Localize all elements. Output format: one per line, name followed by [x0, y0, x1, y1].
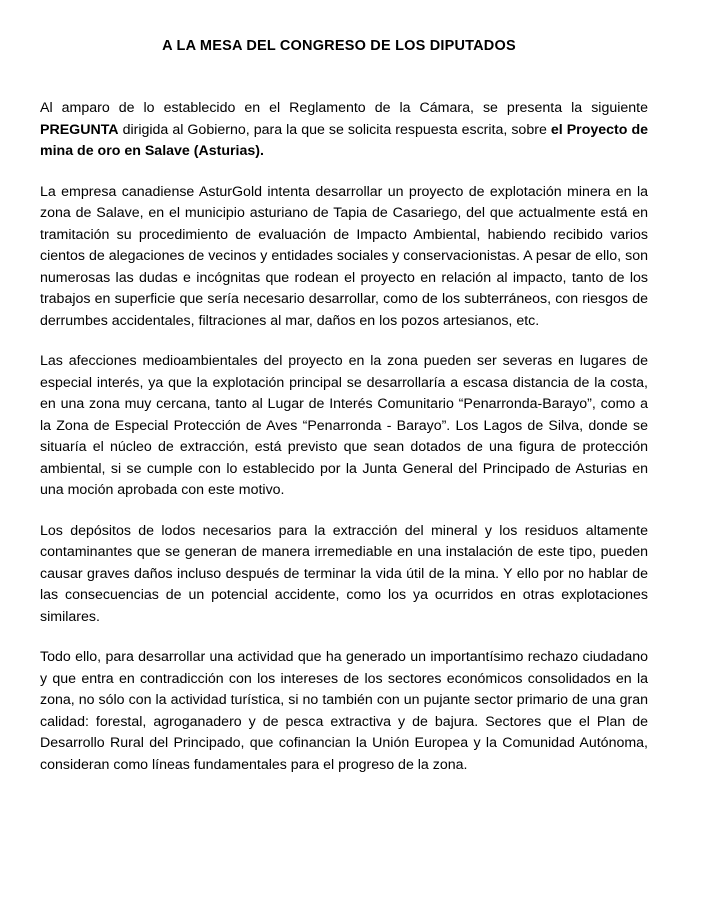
body-text: Al amparo de lo establecido en el Reglamento de la Cámara, se presenta la siguiente — [40, 100, 648, 116]
emphasis-text: el Proyecto de mina de oro en Salave (Asturias). — [40, 121, 648, 159]
body-text: Todo ello, para desarrollar una actividad que ha generado un importantísimo rechazo ciudadano y que entra en contradicción con los intereses de los sectores económicos consolidados en la zona, no sólo con la actividad turística, si no también con un pujante sector primario de una gran calidad: forestal, agroganadero y de pesca extractiva y de bajura. Sectores que el Plan de Desarrollo Rural del Principado, que cofinancian la Unión Europea y la Comunidad Autónoma, consideran como líneas fundamentales para el progreso de la zona. — [40, 649, 648, 773]
body-text: La empresa canadiense AsturGold intenta desarrollar un proyecto de explotación minera en la zona de Salave, en el municipio asturiano de Tapia de Casariego, del que actualmente está en tramitación su procedimiento de evaluación de Impacto Ambiental, habiendo recibido varios cientos de alegaciones de vecinos y entidades sociales y conservacionistas. A pesar de ello, son numerosas las dudas e incógnitas que rodean el proyecto en relación al impacto, tanto de los trabajos en superficie que sería necesario desarrollar, como de los subterráneos, con riesgos de derrumbes accidentales, filtraciones al mar, daños en los pozos artesianos, etc. — [40, 183, 648, 329]
paragraph-depositos — [40, 521, 648, 629]
body-text: dirigida al Gobierno, para la que se solicita respuesta escrita, sobre — [118, 121, 551, 138]
body-text: Las afecciones medioambientales del proyecto en la zona pueden ser severas en lugares de especial interés, ya que la explotación principal se desarrollaría a escasa distancia de la costa, en una zona muy cercana, tanto al Lugar de Interés Comunitario “Penarronda-Barayo”, como a la Zona de Especial Protección de Aves “Penarronda - Barayo”. Los Lagos de Silva, donde se situaría el núcleo de extracción, está previsto que sean dotados de una figura de protección ambiental, si se cumple con lo establecido por la Junta General del Principado de Asturias en una moción aprobada con este motivo. — [40, 353, 648, 498]
paragraph-afecciones — [40, 351, 648, 502]
emphasis-text: PREGUNTA — [40, 121, 119, 138]
paragraph-empresa — [40, 182, 648, 333]
paragraph-intro — [40, 98, 648, 163]
page-title: A LA MESA DEL CONGRESO DE LOS DIPUTADOS — [162, 38, 516, 54]
document-body — [40, 98, 648, 776]
paragraph-todo-ello — [40, 647, 648, 776]
body-text: Los depósitos de lodos necesarios para la extracción del mineral y los residuos altamente contaminantes que se generan de manera irremediable en una instalación de este tipo, pueden causar graves daños incluso después de terminar la vida útil de la mina. Y ello por no hablar de las consecuencias de un potencial accidente, como los ya ocurridos en otras explotaciones similares. — [40, 522, 648, 625]
